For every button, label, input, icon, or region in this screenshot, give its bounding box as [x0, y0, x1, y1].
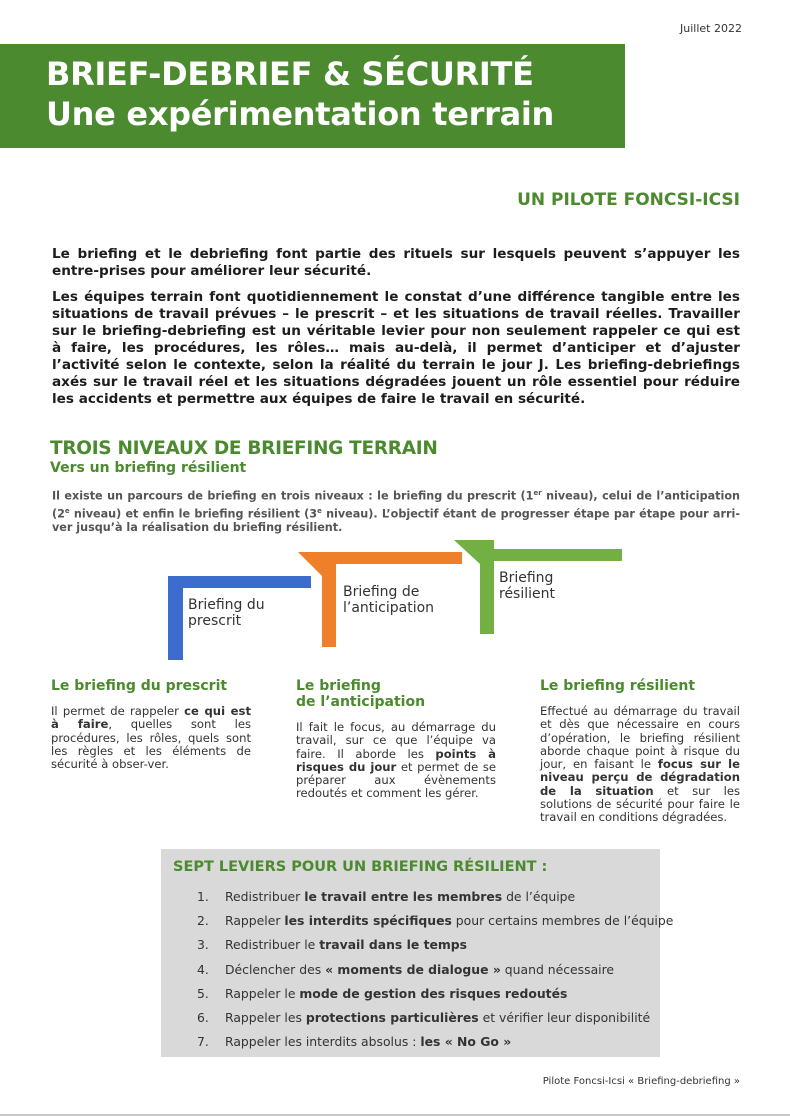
step-prescrit-label-2: prescrit	[188, 613, 242, 629]
step-anticipation	[298, 552, 462, 647]
levers-list	[197, 885, 673, 1054]
column-anticipation-text: Il fait le focus, au démarrage du travail, sur ce que l’équipe va faire. Il aborde les points à risques du jour et permet de se préparer aux évènements redoutés et comment les gérer.	[296, 720, 496, 801]
list-item: 1. Redistribuer le travail entre les membres de l’équipe	[197, 889, 576, 904]
step-prescrit-bar	[168, 576, 311, 588]
step-anticipation-arrow	[298, 552, 322, 576]
step-resilient-label-1: Briefing	[499, 570, 554, 586]
column-prescrit-text: Il permet de rappeler ce qui est à faire, quelles sont les procédures, les rôles, quels sont les règles et les éléments de sécurité à obser-ver.	[51, 704, 251, 772]
intro-paragraph-1: Le briefing et le debriefing font partie des rituels sur lesquels peuvent s’appuyer les entre-prises pour améliorer leur sécurité.	[52, 246, 740, 279]
levers-title: SEPT LEVIERS POUR UN BRIEFING RÉSILIENT :	[173, 859, 548, 875]
column-resilient	[540, 678, 740, 825]
pilot-heading: UN PILOTE FONCSI-ICSI	[517, 190, 740, 210]
title-banner	[0, 44, 625, 148]
levers-box	[161, 849, 674, 1057]
list-item: 2. Rappeler les interdits spécifiques pour certains membres de l’équipe	[197, 913, 674, 929]
step-resilient-label-2: résilient	[499, 586, 555, 602]
levels-section-title: TROIS NIVEAUX DE BRIEFING TERRAIN	[50, 438, 438, 459]
title-line-1: BRIEF-DEBRIEF & SÉCURITÉ	[46, 55, 534, 93]
column-prescrit	[51, 678, 251, 771]
column-resilient-text: Effectué au démarrage du travail et dès que nécessaire en cours d’opération, le briefing résilient aborde chaque point à risque du jour, en faisant le focus sur le niveau perçu de dégradation de la situation et sur les solutions de sécurité pour faire le travail en conditions dégradées.	[540, 704, 740, 825]
list-item: 7. Rappeler les interdits absolus : les « No Go »	[197, 1034, 512, 1050]
step-anticipation-label-1: Briefing de	[343, 584, 420, 600]
list-item: 6. Rappeler les protections particulières et vérifier leur disponibilité	[197, 1010, 651, 1026]
levels-section-subtitle: Vers un briefing résilient	[50, 460, 247, 476]
document-title	[46, 54, 554, 134]
column-anticipation-title: Le briefing de l’anticipation	[296, 678, 426, 710]
step-anticipation-post	[322, 552, 336, 647]
briefing-levels-staircase	[160, 538, 630, 664]
step-resilient	[454, 540, 622, 634]
column-prescrit-title: Le briefing du prescrit	[51, 678, 228, 694]
page-footer: Pilote Foncsi-Icsi « Briefing-debriefing »	[542, 1076, 740, 1087]
list-item: 4. Déclencher des « moments de dialogue » quand nécessaire	[197, 961, 615, 977]
step-prescrit-label-1: Briefing du	[188, 597, 265, 613]
list-item: 3. Redistribuer le travail dans le temps	[197, 937, 468, 953]
document-date: Juillet 2022	[680, 22, 742, 35]
step-resilient-bar	[480, 549, 622, 561]
step-anticipation-label-2: l’anticipation	[343, 600, 435, 616]
title-line-2: Une expérimentation terrain	[46, 95, 555, 133]
step-prescrit-post	[168, 576, 183, 660]
column-resilient-title: Le briefing résilient	[540, 678, 696, 694]
levels-intro-text: Il existe un parcours de briefing en trois niveaux : le briefing du prescrit (1er niveau), celui de l’anticipation (2e niveau) et enfin le briefing résilient (3e niveau). L’objectif étant de progresser étape par étape pour arri-ver jusqu’à la réalisation du briefing résilient.	[52, 489, 740, 535]
intro-paragraph-2: Les équipes terrain font quotidiennement le constat d’une différence tangible entre les situations de travail prévues – le prescrit – et les situations de travail réelles. Travailler sur le briefing-debriefing est un véritable levier pour non seulement rappeler ce qui est à faire, les procédures, les rôles… mais au-delà, il permet d’anticiper et d’ajuster l’activité selon le contexte, selon la réalité du terrain le jour J. Les briefing-debriefings axés sur le travail réel et les situations dégradées jouent un rôle essentiel pour réduire les accidents et permettre aux équipes de faire le travail en sécurité.	[52, 289, 740, 407]
step-resilient-post	[480, 540, 494, 634]
step-anticipation-bar	[322, 552, 462, 564]
column-anticipation	[296, 678, 496, 801]
step-prescrit	[168, 576, 311, 660]
list-item: 5. Rappeler le mode de gestion des risques redoutés	[197, 985, 568, 1001]
